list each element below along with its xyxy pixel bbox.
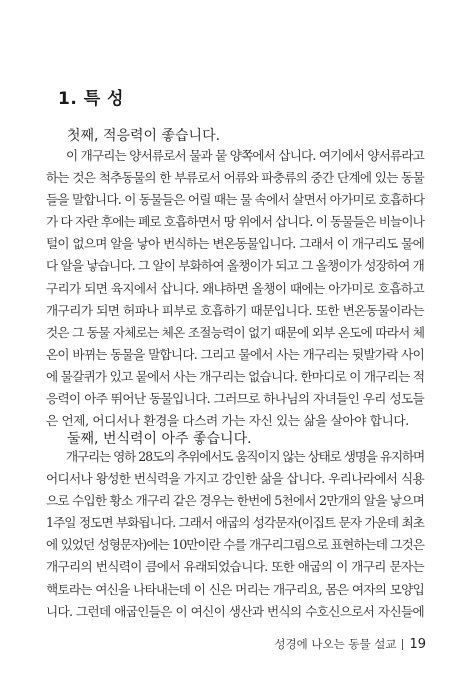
part1-subhead: 첫째, 적응력이 좋습니다. [67, 128, 221, 144]
body-line: 것은 그 동물 자체로는 체온 조절능력이 없기 때문에 외부 온도에 따라서 체 [46, 324, 425, 340]
body-line: 들을 말합니다. 이 동물들은 어릴 때는 물 속에서 살면서 아가미로 호흡하다 [46, 192, 425, 208]
body-line: 응력이 아주 뛰어난 동물입니다. 그러므로 하나님의 자녀들인 우리 성도들 [46, 391, 424, 407]
part2-body [46, 446, 424, 623]
footer-book-title: 성경에 나오는 동물 설교 [274, 637, 397, 651]
body-line: 개구리는 영하 28도의 추위에서도 움직이지 않는 상태로 생명을 유지하며 [66, 449, 424, 464]
body-line: 이 개구리는 양서류로서 물과 뭍 양쪽에서 삽니다. 여기에서 양서류라고 [66, 148, 424, 163]
body-line: 가 다 자란 후에는 폐로 호흡하면서 땅 위에서 삽니다. 이 동물들은 비늘이나 [46, 214, 424, 230]
body-line: 어디서나 왕성한 번식력을 가지고 강인한 삶을 삽니다. 우리나라에서 식용 [46, 471, 424, 487]
page-number: 19 [409, 636, 426, 652]
part2-subhead: 둘째, 번식력이 아주 좋습니다. [67, 431, 252, 447]
body-line: 개구리의 번식력이 큼에서 유래되었습니다. 또한 애굽의 이 개구리 문자는 [46, 559, 424, 575]
page-footer [274, 636, 426, 652]
body-line: 다 알을 낳습니다. 그 알이 부화하여 올챙이가 되고 그 올챙이가 성장하여 개 [46, 258, 424, 274]
part1-body [46, 145, 424, 432]
section-heading: 1. 특 성 [58, 89, 124, 109]
body-line: 핵토라는 여신을 나타내는데 이 신은 머리는 개구리요, 몸은 여자의 모양입 [46, 581, 424, 597]
footer-separator [402, 639, 403, 650]
body-line: 구리가 되면 육지에서 삽니다. 왜냐하면 올챙이 때에는 아가미로 호흡하고 [46, 280, 424, 296]
body-line: 개구리가 되면 허파나 피부로 호흡하기 때문입니다. 또한 변온동물이라는 [46, 302, 424, 318]
body-line: 에 있었던 성형문자)에는 10만이란 수를 개구리그림으로 표현하는데 그것은 [46, 537, 424, 553]
body-line: 니다. 그런데 애굽인들은 이 여신이 생산과 번식의 수호신으로서 자신들에 [46, 603, 424, 619]
body-line: 에 물갈퀴가 있고 뭍에서 사는 개구리는 없습니다. 한마디로 이 개구리는 적 [46, 368, 425, 384]
body-line: 털이 없으며 알을 낳아 번식하는 변온동물입니다. 그래서 이 개구리도 물에 [46, 236, 424, 252]
body-line: 온이 바뀌는 동물을 말합니다. 그리고 물에서 사는 개구리는 뒷발가락 사이 [46, 346, 424, 362]
body-line: 하는 것은 척추동물의 한 부류로서 어류와 파충류의 중간 단계에 있는 동물 [46, 170, 424, 186]
body-line: 1주일 정도면 부화됩니다. 그래서 애굽의 성각문자(이집트 문자 가운데 최초 [46, 515, 424, 531]
body-line: 으로 수입한 황소 개구리 같은 경우는 한번에 5천에서 2만개의 알을 낳으며 [46, 493, 425, 509]
body-line: 은 언제, 어디서나 환경을 다스려 가는 자신 있는 삶을 살아야 합니다. [46, 413, 409, 429]
